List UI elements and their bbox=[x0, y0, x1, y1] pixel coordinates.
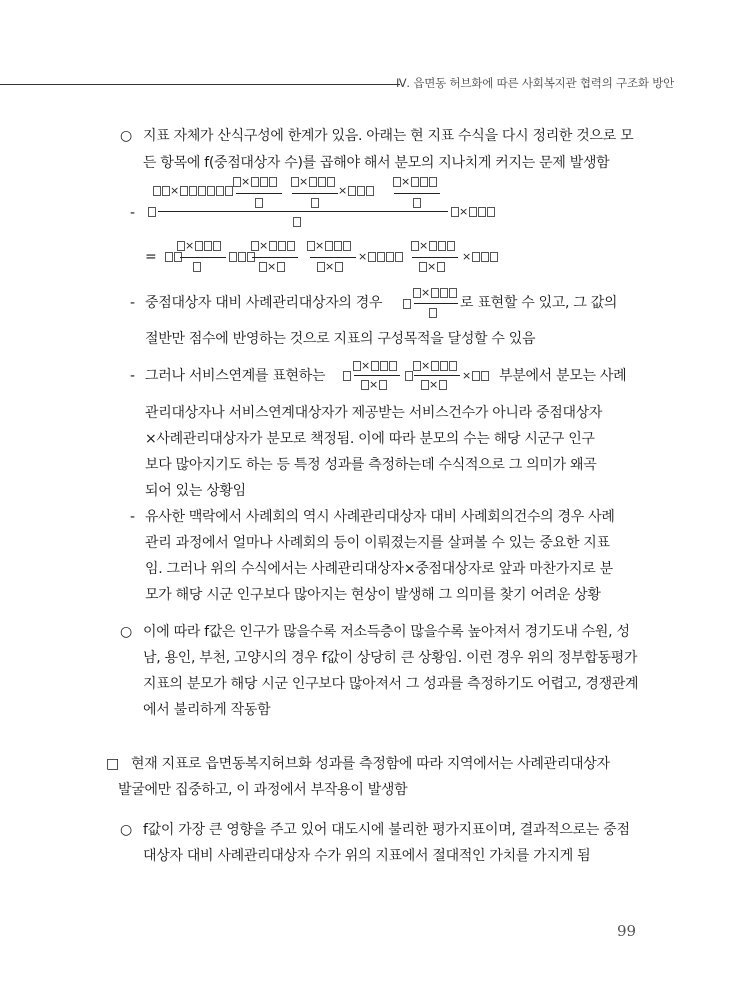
body-line: 유사한 맥락에서 사례회의 역시 사례관리대상자 대비 사례회의건수의 경우 사례 bbox=[145, 509, 615, 525]
body-line: 보다 많아지기도 하는 등 특정 성과를 측정하는데 수식적으로 그 의미가 왜곡 bbox=[145, 457, 597, 473]
body-line: 든 항목에 f(중점대상자 수)를 곱해야 해서 분모의 지나치게 커지는 문제 발생함 bbox=[143, 155, 610, 171]
body-line: 발굴에만 집중하고, 이 과정에서 부작용이 발생함 bbox=[118, 782, 408, 798]
body-line: 현재 지표로 읍면동복지허브화 성과를 측정함에 따라 지역에서는 사례관리대상자 bbox=[131, 756, 610, 772]
circle-bullet: ○ bbox=[120, 624, 133, 640]
dash-bullet: - bbox=[130, 509, 136, 525]
body-line: 모가 해당 시군 인구보다 많아지는 현상이 발생해 그 의미를 찾기 어려운 상황 bbox=[145, 587, 601, 603]
body-line: 절반만 점수에 반영하는 것으로 지표의 구성목적을 달성할 수 있음 bbox=[145, 331, 536, 347]
header-rule bbox=[0, 84, 400, 85]
body-line: 이에 따라 f값은 인구가 많을수록 저소득층이 많을수록 높아져서 경기도내 수원, 성 bbox=[143, 624, 630, 640]
body-line: 관리대상자나 서비스연계대상자가 제공받는 서비스건수가 아니라 중점대상자 bbox=[145, 405, 603, 421]
page-number: 99 bbox=[617, 922, 637, 940]
dash-bullet: - bbox=[130, 368, 136, 384]
body-line: f값이 가장 큰 영향을 주고 있어 대도시에 불리한 평가지표이며, 결과적으로는 중점 bbox=[143, 822, 630, 838]
body-line: 대상자 대비 사례관리대상자 수가 위의 지표에서 절대적인 가치를 가지게 됨 bbox=[143, 848, 591, 864]
body-line: 되어 있는 상황임 bbox=[145, 483, 246, 499]
body-line: 부분에서 분모는 사례 bbox=[499, 368, 627, 384]
circle-bullet: ○ bbox=[120, 822, 133, 838]
body-line: 남, 용인, 부천, 고양시의 경우 f값이 상당히 큰 상황임. 이런 경우 위의 정부합동평가 bbox=[143, 650, 638, 666]
body-line: 로 표현할 수 있고, 그 값의 bbox=[460, 295, 618, 311]
body-line: 지표의 분모가 해당 시군 인구보다 많아져서 그 성과를 측정하기도 어렵고, 경쟁관계 bbox=[143, 676, 639, 692]
body-line: 임. 그러나 위의 수식에서는 사례관리대상자×중점대상자로 앞과 마찬가지로 분 bbox=[145, 561, 613, 577]
body-line: 에서 불리하게 작동함 bbox=[143, 702, 271, 718]
body-line: 지표 자체가 산식구성에 한계가 있음. 아래는 현 지표 수식을 다시 정리한 것으로 모 bbox=[143, 128, 634, 144]
dash-bullet: - bbox=[130, 295, 136, 311]
body-line: ×사례관리대상자가 분모로 책정됨. 이에 따라 분모의 수는 해당 시군구 인구 bbox=[145, 431, 595, 447]
body-line: 관리 과정에서 얼마나 사례회의 등이 이뤄졌는지를 살펴볼 수 있는 중요한 지표 bbox=[145, 535, 610, 551]
circle-bullet: ○ bbox=[120, 128, 133, 144]
body-line: 중점대상자 대비 사례관리대상자의 경우 bbox=[145, 295, 383, 311]
body-line: 그러나 서비스연계를 표현하는 bbox=[145, 368, 326, 384]
running-title: Ⅳ. 읍면동 허브화에 따른 사회복지관 협력의 구조화 방안 bbox=[396, 76, 675, 90]
square-bullet: □ bbox=[106, 756, 120, 772]
